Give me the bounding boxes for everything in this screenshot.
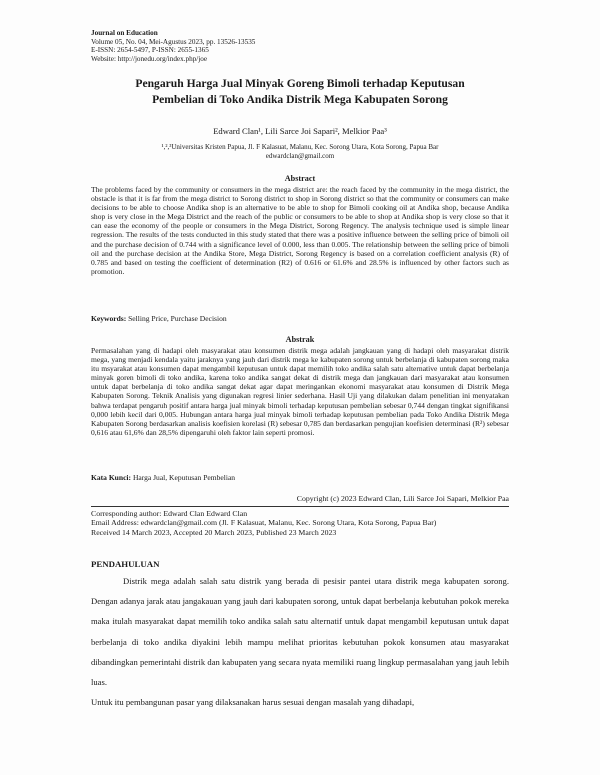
abstrak-heading: Abstrak [285,335,315,344]
title-line-1: Pengaruh Harga Jual Minyak Goreng Bimoli terhadap Keputusan [135,77,465,90]
abstrak-text: Permasalahan yang di hadapi oleh masyarakat atau konsumen distrik mega adalah jangkauan yang di hadapi oleh masyarakat distrik mega, yang menjadi kendala yaitu jaraknya yang jauh dari distrik mega ke kabupaten sorong untuk berbelanja di kabupaten sorong maka itu msyarakat atau konsumen dapat mengambil keputusan untuk dapat memilih toko andika salah satu alternative untuk dapat berbelanja minyak goren bimoli di toko andika, karena toko andika sangat dekat di distrik mega dan jangkauan dari masyarakat atau konsumen untuk dapat berbelanja di toko andika sangat dekat agar dapat meringankan ekonomi masyarakat atau konsumen di Distrik Mega Kabupaten Sorong. Teknik Analisis yang digunakan regresi linier sederhana. Hasil Uji yang dilakukan dalam penelitian ini menyatakan bahwa terdapat pengaruh positif antara harga jual minyak bimoli terhadap keputusan pembelian sebesar 0,744 dengan tingkat signifikansi 0,000 lebih kecil dari 0,005. Hubungan antara harga jual minyak bimoli terhadap keputusan pembelian pada Toko Andika Distrik Mega Kabupaten Sorong berdasarkan analisis koefisien korelasi (R) sebesar 0,785 dan berdasarkan pengujian koefisien determinasi (R²) sebesar 0,616 atau 61,6% dan 28,5% dipengaruhi oleh faktor lain seperti promosi. [91,346,509,437]
section-heading-pendahuluan: PENDAHULUAN [91,559,160,569]
intro-paragraph-2: Untuk itu pembangunan pasar yang dilaksanakan harus sesuai dengan masalah yang dihadapi, [91,697,415,708]
journal-header [91,29,511,63]
paper-title [60,76,540,108]
email-address[interactable]: Email Address: edwardclan@gmail.com (Jl. F Kalasuat, Malanu, Kec. Sorong Utara, Kota Sorong, Papua Bar) [91,518,437,528]
abstract-heading: Abstract [284,174,316,183]
journal-issn: E-ISSN: 2654-5497, P-ISSN: 2655-1365 [91,46,209,55]
copyright-line: Copyright (c) 2023 Edward Clan, Lili Sarce Joi Sapari, Melkior Paa [296,494,509,503]
title-line-2: Pembelian di Toko Andika Distrik Mega Kabupaten Sorong [152,93,448,106]
introduction-body [91,571,509,712]
corresponding-author: Corresponding author: Edward Clan Edward Clan [91,509,248,518]
journal-name: Journal on Education [91,29,158,37]
author-list: Edward Clan¹, Lili Sarce Joi Sapari², Melkior Paa³ [213,126,387,136]
abstract-keywords [91,314,509,323]
correspondence-block [91,509,509,537]
journal-volume: Volume 05, No. 04, Mei-Agustus 2023, pp. 13526-13535 [91,37,256,46]
journal-website[interactable]: Website: http://jonedu.org/index.php/joe [91,54,208,63]
abstract-text: The problems faced by the community or consumers in the mega district are: the reach faced by the community in the mega district, the obstacle is that it is far from the mega district to Sorong district to shop in Sorong district so that the community or consumers can make decisions to be able to choose Andika shop is an alternative to be able to shop for Bimoli cooking oil at Andika shop, because Andika shop is very close in the Mega District and the reach of the public or consumers to be able to shop at Andika shop is very close so that it can ease the economy of the people or consumers in the Mega District, Sorong Regency. The analysis technique used is simple linear regression. The results of the tests conducted in this study stated that there was a positive influence between the selling price of bimoli oil and the purchase decision of 0.744 with a significance level of 0.000, less than 0.005. The relationship between the selling price of bimoli oil and the purchase decision at the Andika Store, Mega District, Sorong Regency is based on a correlation coefficient analysis (R) of 0.785 and based on testing the coefficient of determination (R2) of 0.616 or 61.6% and 28.5% is influenced by other factors such as promotion. [91,185,509,276]
divider-rule [91,506,509,507]
kata-kunci-value: Harga Jual, Keputusan Pembelian [132,473,236,482]
affiliation-address: ¹,²,³Universitas Kristen Papua, Jl. F Kalasuat, Malanu, Kec. Sorong Utara, Kota Sorong, Papua Bar [161,143,439,151]
submission-dates: Received 14 March 2023, Accepted 20 March 2023, Published 23 March 2023 [91,527,337,537]
abstrak-keywords [91,473,509,482]
keywords-value: Selling Price, Purchase Decision [128,314,227,323]
affiliation-email: edwardclan@gmail.com [265,152,335,160]
kata-kunci-label: Kata Kunci: [91,473,132,482]
intro-paragraph-1: Distrik mega adalah salah satu distrik yang berada di pesisir pantei utara distrik mega kabupaten sorong. Dengan adanya jarak atau jangakauan yang jauh dari kabupaten sorong, untuk dapat berbelanja kebutuhan pokok mereka maka itulah masyarakat dapat memilih toko andika salah satu alternatif untuk dapat mengambil keputusan untuk dapat berbelanja di toko andika diyakini lebih mampu melihat prioritas kebutuhan pokok konsumen atau masyarakat dibandingkan pemerintahi distrik dan kabupaten yang secara nyata memiliki ruang lingkup permasalahan yang jauh lebih luas. [91,576,509,688]
affiliation [60,143,540,161]
keywords-label: Keywords: [91,314,127,323]
